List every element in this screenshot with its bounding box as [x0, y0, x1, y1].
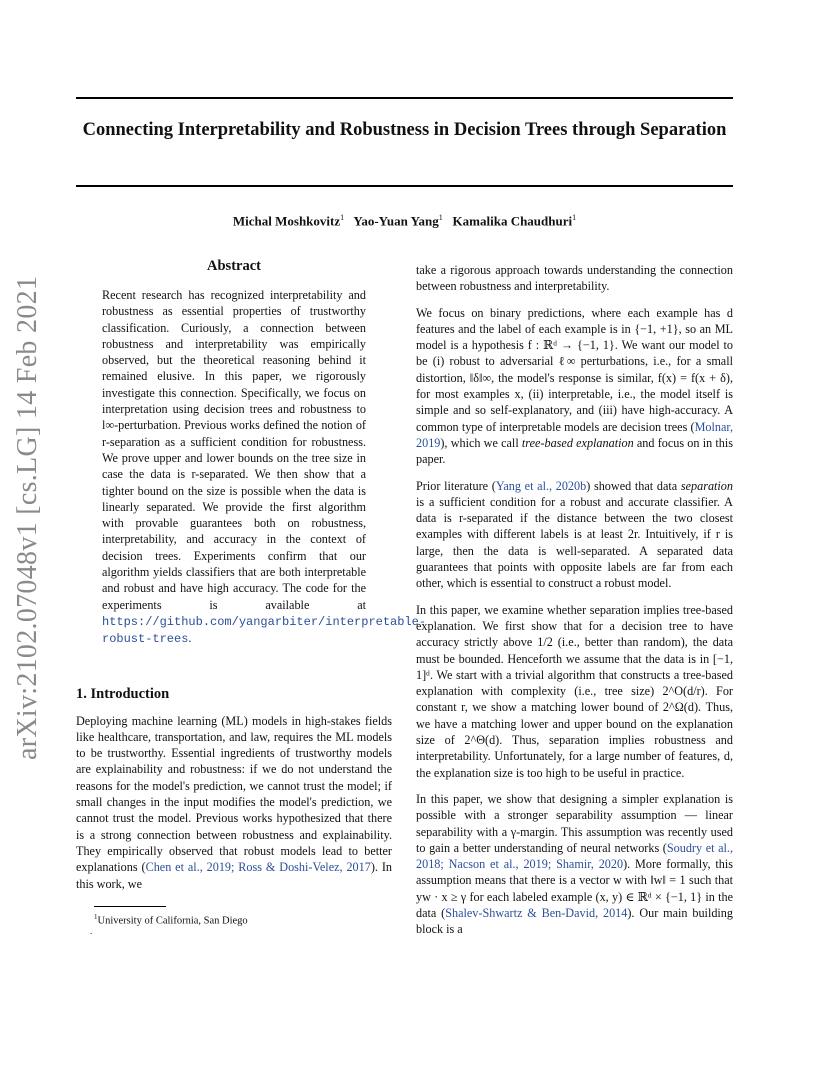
- author-name: Michal Moshkovitz: [232, 213, 341, 229]
- citation-link[interactable]: Yang et al., 2020b: [495, 478, 587, 493]
- right-column: [416, 262, 733, 948]
- intro-paragraph: Deploying machine learning (ML) models in high-stakes fields like healthcare, transportation, and law, requires the ML models to be trustworthy. Essential ingredients of trustworthy models are explainability and robustness: if we do not understand the reasons for the model's prediction, we cannot trust the model; if small changes in the input modifies the model's prediction, we cannot trust the model. Previous works hypothesized that there is a strong connection between robustness and explainability. They empirically observed that robust models lead to better explanations (Chen et al., 2019; Ross & Doshi-Velez, 2017). In this work, we: [76, 713, 392, 891]
- footnote-dot: .: [90, 926, 93, 937]
- paper-title: Connecting Interpretability and Robustness in Decision Trees through Separation: [82, 120, 727, 140]
- abstract-heading: Abstract: [207, 258, 261, 274]
- section-heading-introduction: 1. Introduction: [76, 685, 170, 702]
- citation-link[interactable]: Soudry et al., 2018; Nacson et al., 2019; Shamir, 2020: [416, 840, 733, 872]
- arxiv-side-label: arXiv:2102.07048v1 [cs.LG] 14 Feb 2021: [12, 275, 43, 760]
- title-bottom-rule: [76, 185, 733, 187]
- author-list: Michal Moshkovitz$^1$ Yao-Yuan Yang$^1$ Kamalika Chaudhuri$^1$: [232, 213, 577, 229]
- footnote: $^1$University of California, San Diego: [94, 912, 248, 927]
- abstract-body: Recent research has recognized interpretability and robustness as essential properties of trustworthy classification. Curiously, a connection between robustness and interpretability was empirically observed, but the theoretical reasoning behind it remained elusive. In this paper, we rigorously investigate this connection. Specifically, we focus on interpretation using decision trees and robustness to l∞-perturbation. Previous works defined the notion of r-separation as a sufficient condition for robustness. We prove upper and lower bounds on the tree size in case the data is r-separated. We then show that a tighter bound on the size is possible when the data is linearly separated. We provide the first algorithm with provable guarantees both on robustness, interpretability, and accuracy in the context of decision trees. Experiments confirm that our algorithm yields classifiers that are both interpretable and robust and have high accuracy. The code for the experiments is available at https://github.com/yangarbiter/interpretable-robust-trees.: [102, 288, 427, 647]
- paragraph: take a rigorous approach towards understanding the connection between robustness and interpretability.: [416, 263, 733, 294]
- left-column: [76, 258, 427, 937]
- citation-link[interactable]: Chen et al., 2019; Ross & Doshi-Velez, 2017: [145, 860, 371, 875]
- paragraph: We focus on binary predictions, where each example has d features and the label of each example is in {−1, +1}, so an ML model is a hypothesis f : ℝᵈ → {−1, 1}. We want our model to be (i) robust to adversarial ℓ∞ perturbations, i.e., for a small distortion, ‖δ‖∞, the model's response is similar, f(x) = f(x + δ), for most examples x, (ii) interpretable, i.e., the model itself is simple and so self-explanatory, and (iii) have high-accuracy. A common type of interpretable models are decision trees (Molnar, 2019), which we call tree-based explanation and focus on in this paper.: [416, 305, 733, 467]
- code-link[interactable]: https://github.com/yangarbiter/interpretable-robust-trees: [102, 614, 427, 647]
- top-rule: [76, 97, 733, 99]
- paragraph: In this paper, we show that designing a simpler explanation is possible with a stronger separability assumption — linear separability with a γ-margin. This assumption was recently used to gain a better understanding of neural networks (Soudry et al., 2018; Nacson et al., 2019; Shamir, 2020). More formally, this assumption means that there is a vector w with ‖w‖ = 1 such that yw · x ≥ γ for each labeled example (x, y) ∈ ℝᵈ × {−1, 1} in the data (Shalev-Shwartz & Ben-David, 2014). Our main building block is a: [416, 791, 733, 937]
- paragraph: Prior literature (Yang et al., 2020b) showed that data separation is a sufficient condition for a robust and accurate classifier. A data is r-separated if the distance between the two closest examples with different labels is at least 2r. Intuitively, if r is large, then the data is well-separated. A separated data guarantees that points with opposite labels are far from each other, which is essential to construct a robust model.: [416, 478, 733, 591]
- author-name: Kamalika Chaudhuri: [452, 213, 573, 229]
- footnote-rule: [94, 906, 166, 907]
- citation-link[interactable]: Molnar, 2019: [416, 419, 733, 450]
- paragraph: In this paper, we examine whether separation implies tree-based explanation. We first show that for a decision tree to have accuracy strictly above 1/2 (i.e., better than random), the data must be bounded. Henceforth we assume that the data is in [−1, 1]ᵈ. We start with a trivial algorithm that constructs a tree-based explanation with complexity (i.e., tree size) 2^O(d/r). For constant r, we show a matching lower bound of 2^Ω(d). Thus, we have a matching lower and upper bound on the explanation size of 2^Θ(d). Thus, separation implies robustness and interpretability. Unfortunately, for a large number of features, d, the explanation size is too high to be useful in practice.: [416, 602, 733, 780]
- author-name: Yao-Yuan Yang: [353, 213, 439, 229]
- citation-link[interactable]: Shalev-Shwartz & Ben-David, 2014: [445, 905, 628, 920]
